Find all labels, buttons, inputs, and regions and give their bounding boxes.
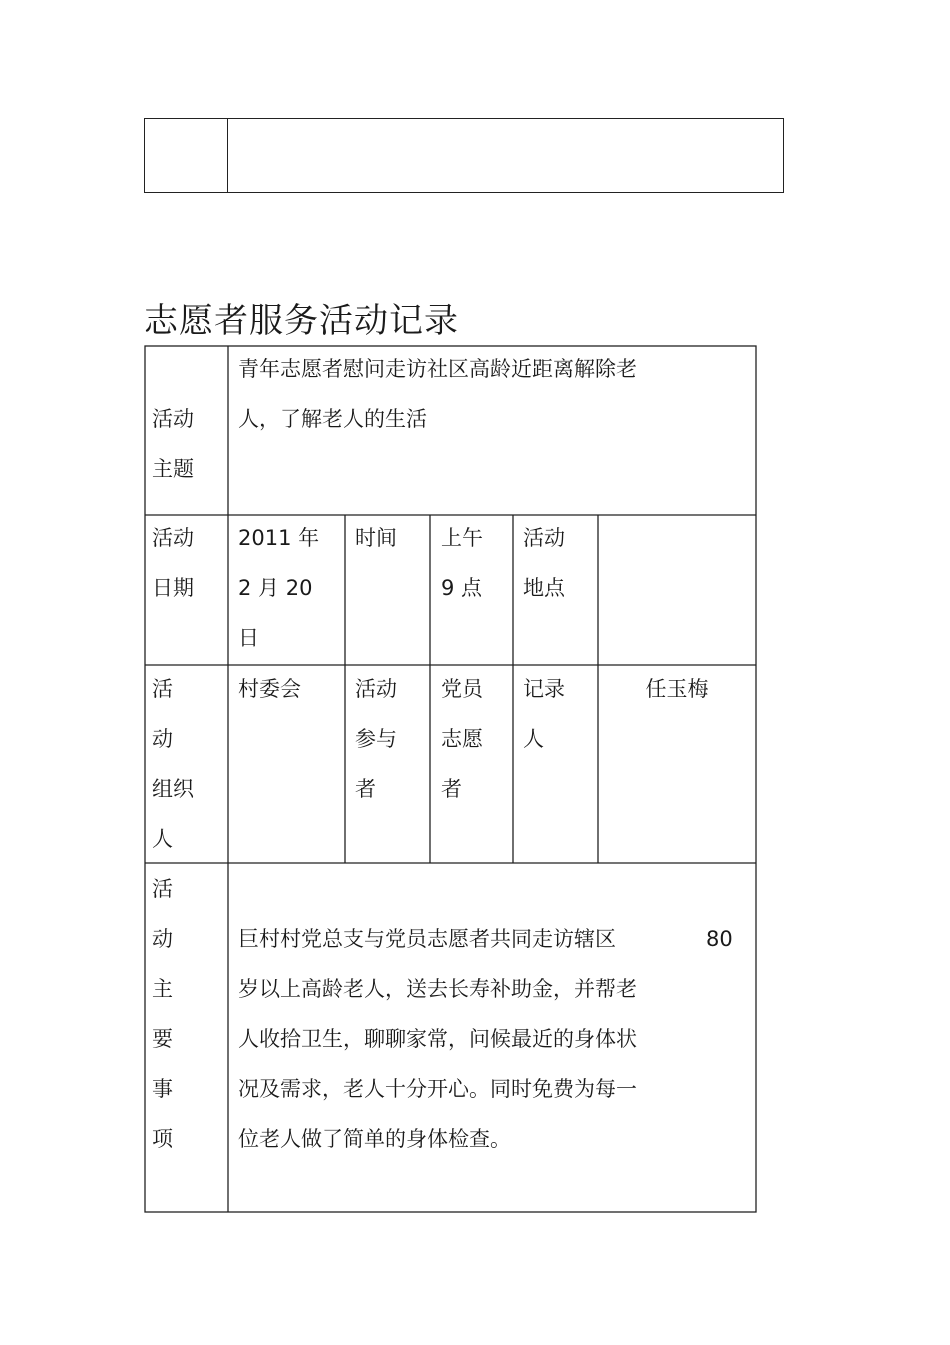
organizer-label: 活 动 组织 人 — [152, 677, 194, 851]
participants-value: 党员 志愿 者 — [441, 677, 483, 801]
date-value: 2011 年 2 月 20 日 — [238, 526, 320, 650]
place-label: 活动 地点 — [523, 526, 565, 600]
items-label: 活 动 主 要 事 项 — [152, 877, 173, 1151]
recorder-value: 任玉梅 — [645, 677, 709, 701]
time-value: 上午 9 点 — [441, 526, 483, 600]
page-title: 志愿者服务活动记录 — [144, 301, 459, 341]
participants-label: 活动 参与 者 — [355, 677, 397, 801]
items-text: 巨村村党总支与党员志愿者共同走访辖区 岁以上高龄老人，送去长寿补助金，并帮老 人收拾卫生，聊聊家常，问候最近的身体状 况及需求，老人十分开心。同时免费为每一 位老人做了简单的身体检查。 — [238, 927, 637, 1151]
recorder-label: 记录 人 — [523, 677, 565, 751]
organizer-value: 村委会 — [238, 677, 301, 701]
theme-value: 青年志愿者慰问走访社区高龄近距离解除老 人，了解老人的生活 — [238, 357, 637, 431]
items-number: 80 — [706, 927, 733, 951]
theme-label: 活动 主题 — [152, 407, 194, 481]
time-label: 时间 — [355, 526, 397, 550]
date-label: 活动 日期 — [152, 526, 194, 600]
